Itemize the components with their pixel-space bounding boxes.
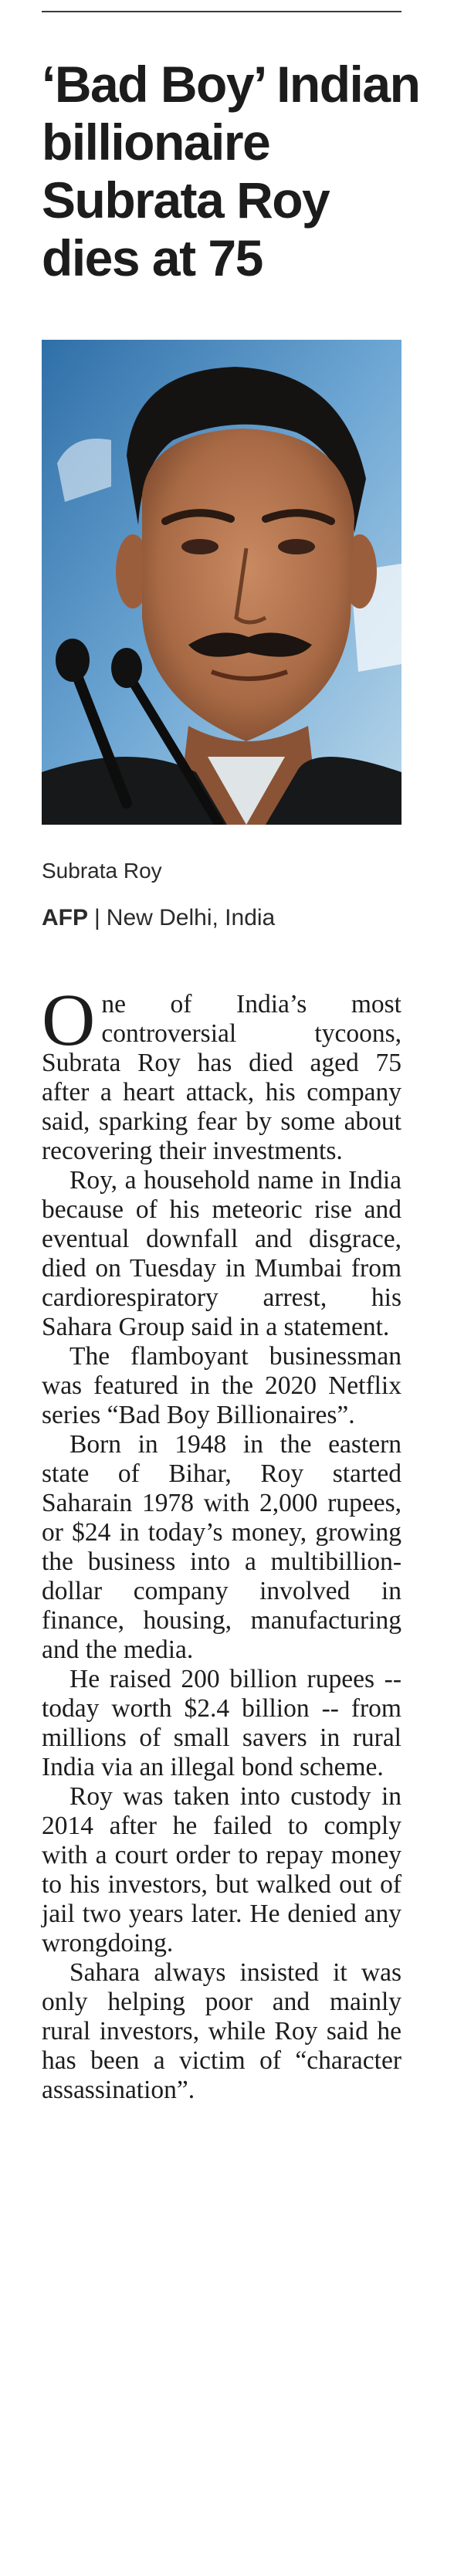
top-rule <box>42 11 401 12</box>
photo-caption: Subrata Roy <box>42 859 162 883</box>
headline-line: ‘Bad Boy’ Indian <box>42 56 420 113</box>
article-paragraph: He raised 200 billion rupees -- today worth $2.4 billion -- from millions of small savers in rural India via an illegal bond scheme. <box>42 1665 401 1781</box>
article-paragraph: Sahara always insisted it was only helping poor and mainly rural investors, while Roy said he has been a victim of “character assassination”. <box>42 1958 401 2104</box>
byline <box>42 905 275 931</box>
article-paragraph: Born in 1948 in the eastern state of Bihar, Roy started Saharain 1978 with 2,000 rupees, or $24 in today’s money, growing the business into a multibillion-dollar company involved in finance, housing, manufacturing and the media. <box>42 1430 401 1664</box>
headline-line: billionaire <box>42 114 270 171</box>
headline <box>42 56 420 287</box>
headline-line: dies at 75 <box>42 229 263 286</box>
headline-line: Subrata Roy <box>42 171 330 229</box>
article-paragraph: Roy was taken into custody in 2014 after he failed to comply with a court order to repay money to his investors, but walked out of jail two years later. He denied any wrongdoing. <box>42 1782 401 1957</box>
article-paragraph: One of India’s most controversial tycoons, Subrata Roy has died aged 75 after a heart attack, his company said, sparking fear by some about recovering their investments. <box>42 978 401 1165</box>
article-paragraph: The flamboyant businessman was featured in the 2020 Netflix series “Bad Boy Billionaires”. <box>42 1342 401 1429</box>
byline-location: New Delhi, India <box>106 905 276 930</box>
article-paragraph: Roy, a household name in India because of his meteoric rise and eventual downfall and disgrace, died on Tuesday in Mumbai from cardiorespiratory arrest, his Sahara Group said in a statement. <box>42 1166 401 1341</box>
article-body <box>42 978 401 2105</box>
byline-separator: | <box>94 905 100 930</box>
drop-cap: O <box>42 978 96 1061</box>
portrait-photo <box>42 340 401 825</box>
byline-agency: AFP <box>42 905 88 930</box>
